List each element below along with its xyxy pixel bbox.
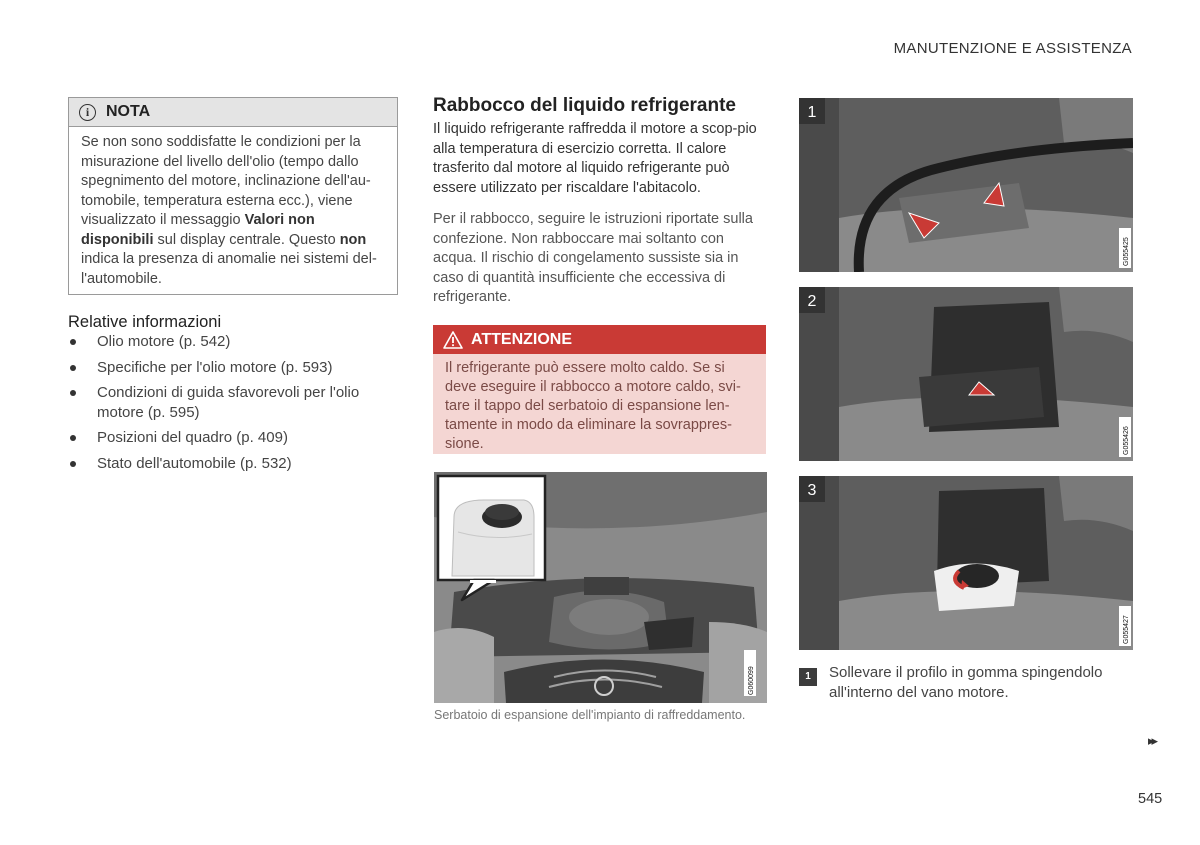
info-icon: i xyxy=(79,104,96,121)
warning-title: ATTENZIONE xyxy=(471,330,573,348)
related-link[interactable]: Posizioni del quadro (p. 409) xyxy=(68,428,398,448)
figure-code: G055426 xyxy=(1123,426,1130,455)
note-header xyxy=(69,98,397,127)
warning-header xyxy=(433,325,766,354)
note-box xyxy=(68,97,398,295)
instructions-paragraph: Per il rabbocco, seguire le istruzioni riportate sulla confezione. Non rabboccare mai soltanto con acqua. Il rischio di congelamento sussiste sia in caso di quantità insufficiente che eccessiva di refrigerante. xyxy=(433,211,753,305)
engine-bay-illustration xyxy=(434,472,767,703)
step-text: Sollevare il profilo in gomma spingendolo all'interno del vano motore. xyxy=(829,664,1103,701)
figure-caption: Serbatoio di espansione dell'impianto di raffreddamento. xyxy=(434,708,746,722)
note-text xyxy=(69,127,397,289)
note-text-part: sul display centrale. Questo xyxy=(153,231,340,248)
step-image-number: 2 xyxy=(807,293,817,310)
related-info-title: Relative informazioni xyxy=(68,313,222,331)
note-text-part: indica la presenza di anomalie nei sistemi del-l'automobile. xyxy=(81,251,377,287)
figure-code: G055425 xyxy=(1123,237,1130,266)
step-list xyxy=(799,663,1133,702)
step-image-number: 3 xyxy=(807,482,817,499)
step-image-number: 1 xyxy=(807,104,817,121)
figure-code: G060099 xyxy=(748,666,755,695)
warning-text: Il refrigerante può essere molto caldo. Se si deve eseguire il rabbocco a motore caldo, svi-tare il tappo del serbatoio di espansione len-tamente in modo da eliminare la sovrappres-sione. xyxy=(445,360,741,452)
note-text-part: Se non sono soddisfatte le condizioni per la misurazione del livello dell'olio (tempo dallo spegnimento del motore, inclinazione dell'au-tomobile, temperatura esterna ecc.), viene visualizzato il messaggio xyxy=(81,134,371,228)
related-link[interactable]: Olio motore (p. 542) xyxy=(68,332,398,352)
related-info-list xyxy=(68,332,398,479)
step-2-illustration xyxy=(799,287,1133,461)
step-1-illustration xyxy=(799,98,1133,272)
intro-paragraph: Il liquido refrigerante raffredda il motore a scop-pio alla temperatura di esercizio corretta. Il calore trasferito dal motore al liquido refrigerante può essere utilizzato per riscaldare l'abitacolo. xyxy=(433,121,757,196)
related-link[interactable]: Stato dell'automobile (p. 532) xyxy=(68,454,398,474)
note-emphasis: non xyxy=(339,231,367,248)
related-link[interactable]: Condizioni di guida sfavorevoli per l'olio motore (p. 595) xyxy=(68,383,398,422)
step-item xyxy=(799,663,1133,702)
note-emphasis: Valori non disponibili xyxy=(81,212,315,248)
figure-code: G055427 xyxy=(1123,615,1130,644)
section-title: Rabbocco del liquido refrigerante xyxy=(433,95,736,116)
page-number: 545 xyxy=(1138,791,1163,807)
continue-indicator-icon: ▸▸ xyxy=(1148,733,1156,748)
note-title: NOTA xyxy=(106,103,151,120)
related-link[interactable]: Specifiche per l'olio motore (p. 593) xyxy=(68,358,398,378)
section-header: MANUTENZIONE E ASSISTENZA xyxy=(893,40,1132,57)
step-3-illustration xyxy=(799,476,1133,650)
step-number-badge: 1 xyxy=(799,668,817,686)
warning-triangle-icon xyxy=(443,331,463,349)
warning-box xyxy=(433,325,766,454)
